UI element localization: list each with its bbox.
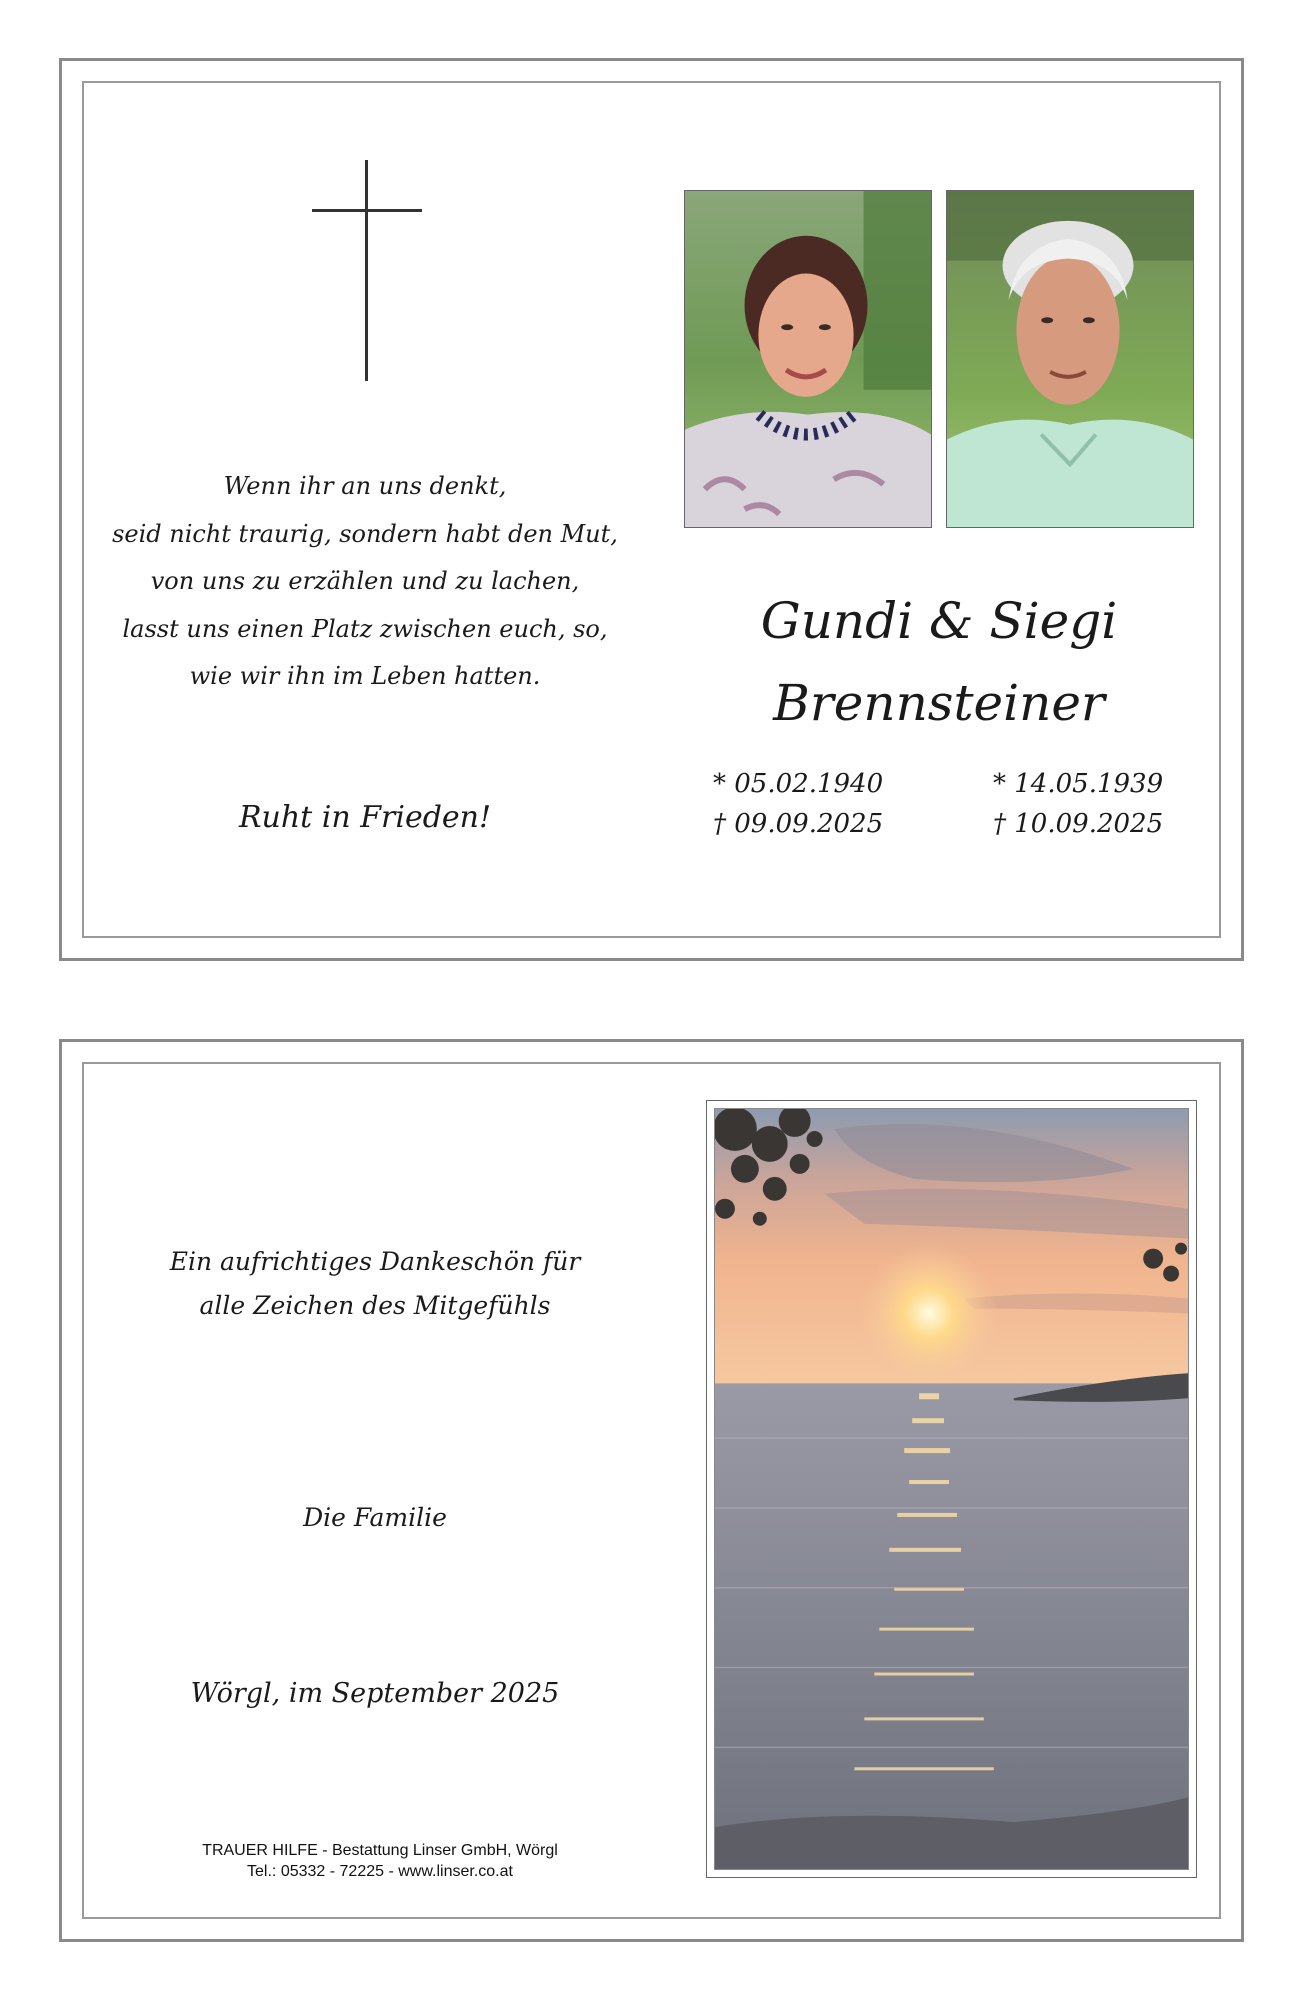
dates-gundi [713, 764, 883, 844]
poem-line: Wenn ihr an uns denkt, [223, 472, 507, 500]
footer-line: TRAUER HILFE - Bestattung Linser GmbH, Wörgl [202, 1842, 558, 1859]
poem [110, 463, 620, 701]
place-date: Wörgl, im September 2025 [190, 1678, 560, 1709]
dates-siegi [993, 764, 1163, 844]
death-date: † 09.09.2025 [713, 809, 884, 839]
cross-icon [365, 160, 368, 381]
thanks-line: alle Zeichen des Mitgefühls [199, 1291, 551, 1320]
birth-date: * 05.02.1940 [713, 769, 884, 799]
family-name: Brennsteiner [773, 674, 1105, 732]
poem-line: wie wir ihn im Leben hatten. [189, 662, 541, 690]
funeral-home-footer [130, 1840, 630, 1882]
thanks-text [110, 1240, 640, 1328]
birth-date: * 14.05.1939 [993, 769, 1164, 799]
death-date: † 10.09.2025 [993, 809, 1164, 839]
sunset-photo [714, 1108, 1189, 1870]
poem-line: von uns zu erzählen und zu lachen, [150, 567, 580, 595]
sunset-photo-frame [706, 1100, 1197, 1878]
portrait-photo-gundi [684, 190, 932, 528]
poem-line: seid nicht traurig, sondern habt den Mut, [112, 519, 618, 548]
thanks-line: Ein aufrichtiges Dankeschön für [169, 1247, 581, 1276]
family-signature: Die Familie [303, 1503, 447, 1532]
poem-line: lasst uns einen Platz zwischen euch, so, [122, 614, 608, 643]
deceased-names [684, 580, 1194, 744]
footer-line: Tel.: 05332 - 72225 - www.linser.co.at [247, 1863, 513, 1880]
rip-text: Ruht in Frieden! [238, 800, 492, 835]
first-names: Gundi & Siegi [760, 592, 1118, 650]
portrait-photo-siegi [946, 190, 1194, 528]
cross-icon-bar [312, 209, 422, 212]
